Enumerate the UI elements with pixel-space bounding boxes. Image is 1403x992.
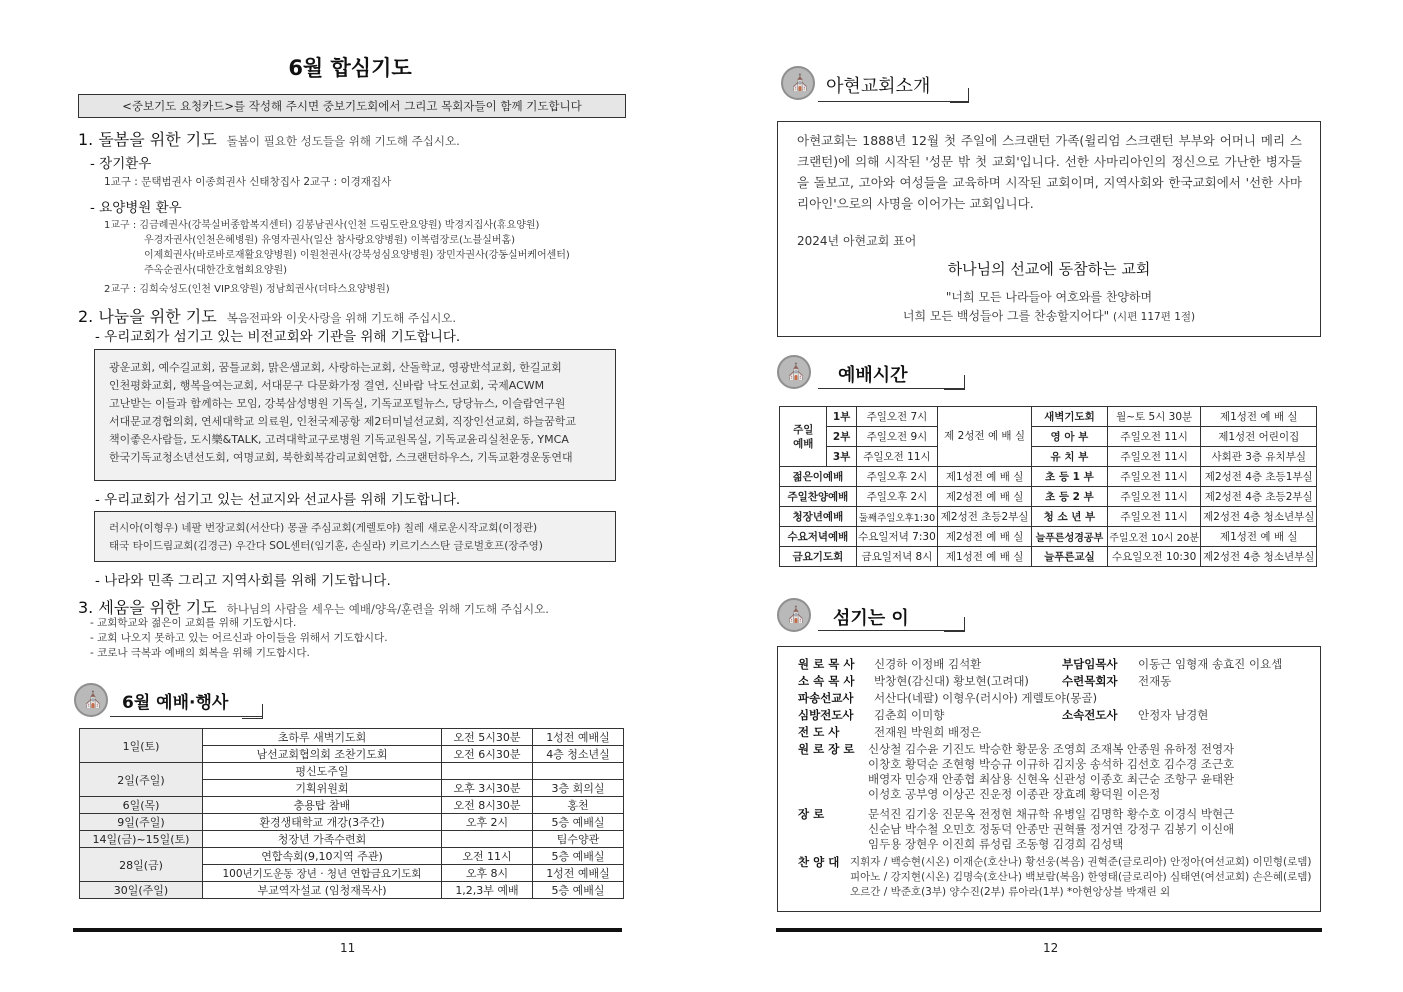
section-sharing-desc: 복음전파와 이웃사랑을 위해 기도해 주십시오. [226,311,457,325]
worship-name: 초 등 1 부 [1032,467,1108,487]
church-emblem-icon [777,598,811,632]
worship-time: 주일오전 11시 [1107,507,1201,527]
missionary-line: 태국 타이드림교회(김경근) 우간다 SOL센터(임기훈, 손실라) 키르기스스탄 글로벌호프(장주영) [109,540,543,552]
worship-name: 금요기도회 [780,547,857,567]
staff-label: 부담임목사 [1062,657,1118,671]
verse-text: 너희 모든 백성들아 그를 찬송할지어다" [902,309,1110,323]
staff-label: 찬 양 대 [798,855,840,869]
elders-list [868,742,1234,802]
worship-name: 수요저녁예배 [780,527,857,547]
name-line: 이성호 공부영 이상곤 진운정 이종관 장효례 황덕원 이은정 [868,787,1161,801]
event-name: 충용탑 참배 [203,797,442,814]
event-time: 오전 6시30분 [442,746,533,763]
verse-line: "너희 모든 나라들아 여호와를 찬양하며 [945,290,1153,304]
worship-name: 청장년예배 [780,507,857,527]
event-day: 2일(주일) [80,763,203,797]
staff-names: 전재원 박원희 배정은 [874,725,982,739]
worship-time: 수요일저녁 7:30 [856,527,937,547]
nursing-line: 1교구 : 김금례권사(강북실버종합복지센터) 김봉남권사(인천 드림도란요양원) 박경지집사(휴요양원) [104,220,540,231]
event-day: 30일(주일) [80,882,203,899]
church-emblem-icon [74,683,108,717]
verse-ref: (시편 117편 1절) [1112,311,1196,323]
vision-line: 서대문교경협의회, 연세대학교 의료원, 인천국제공항 제2터미널선교회, 직장인선교회, 하늘꿈학교 [109,415,577,428]
missionary-line: 러시아(이형우) 네팔 번장교회(서산다) 몽골 주심교회(게렐토야) 칠레 새로운시작교회(이정관) [109,522,538,534]
intro-text: 아현교회는 1888년 12월 첫 주일에 스크랜턴 가족(윌리엄 스크랜턴 부부와 어머니 메리 스크랜턴)에 의해 시작된 '성문 밖 첫 교회'입니다. 선한 사마리아인의 정신으로 가난한 병자들을 돌보고, 고아와 여성들을 교육하며 시작된 교회이며, 지역사회와 한국교회에서 '선한 사마리아인'으로의 사명을 이어가는 교회입니다. [797,133,1302,211]
worship-header: 예배시간 [838,365,908,386]
event-day: 6일(목) [80,797,203,814]
motto-label: 2024년 아현교회 표어 [797,234,917,248]
staff-row [1062,657,1282,672]
worship-name: 새벽기도회 [1032,407,1108,427]
staff-row [798,657,981,672]
event-place: 5층 예배실 [533,814,624,831]
section-care [78,127,460,150]
event-time: 오전 8시30분 [442,797,533,814]
worship-name: 주일찬양예배 [780,487,857,507]
staff-label: 심방전도사 [798,708,854,722]
table-row [780,407,1317,427]
vision-line: 광운교회, 예수길교회, 꿈틀교회, 맑은샘교회, 사랑하는교회, 산돌학교, 영광반석교회, 한길교회 [109,361,562,374]
verse-line [778,307,1320,324]
worship-place: 제2성전 예 배 실 [938,527,1032,547]
event-name: 기획위원회 [203,780,442,797]
event-name: 청장년 가족수련회 [203,831,442,848]
table-row [780,427,1317,447]
section-sharing [78,304,456,327]
worship-place: 제2성전 4층 초등2부실 [1201,487,1317,507]
worship-place: 제 2성전 예 배 실 [938,407,1032,467]
staff-label: 소 속 목 사 [798,674,855,688]
events-header: 6월 예배·행사 [122,693,229,713]
event-place: 홍천 [533,797,624,814]
church-emblem-icon [781,66,815,100]
staff-label: 수련목회자 [1062,674,1118,688]
table-row [80,882,624,899]
worship-place: 제1성전 어린이집 [1201,427,1317,447]
worship-part: 1부 [827,407,856,427]
events-table [79,728,624,899]
header-underline [110,716,262,717]
event-time: 오후 2시 [442,814,533,831]
table-row [80,763,624,780]
vision-churches-heading: - 우리교회가 섬기고 있는 비전교회와 기관을 위해 기도합니다. [95,329,461,345]
table-row [780,547,1317,567]
nursing-line: 주옥순권사(대한간호협회요양원) [144,265,288,276]
staff-row [1062,708,1208,723]
worship-place: 제2성전 4층 청소년부실 [1201,507,1317,527]
vision-line: 책이좋은사람들, 도시樂&TALK, 고려대학교구로병원 기독교원목실, 기독교윤리실천운동, YMCA [109,433,569,446]
building-prayer-list [90,616,388,661]
nation-prayer-heading: - 나라와 민족 그리고 지역사회를 위해 기도합니다. [95,573,391,589]
worship-part: 3부 [827,447,856,467]
section-building-heading: 3. 세움을 위한 기도 [78,598,217,617]
event-name: 부교역자설교 (임청재목사) [203,882,442,899]
event-time [442,763,533,780]
name-line: 임두용 장현우 이진희 류성림 조동형 김경희 김성택 [868,837,1124,851]
staff-names: 신경하 이정배 김석환 [874,657,982,671]
staff-names: 박창현(감신대) 황보현(고려대) [874,674,1029,688]
event-day: 1일(토) [80,729,203,763]
table-row [780,487,1317,507]
worship-time: 수요일오전 10:30 [1107,547,1201,567]
name-line: 이창호 황덕순 조현형 박승규 이규하 김지웅 송석하 김선호 김수경 조근호 [868,757,1235,771]
page-number: 12 [1043,941,1059,955]
worship-name: 청 소 년 부 [1032,507,1108,527]
worship-name: 젊은이예배 [780,467,857,487]
worship-time: 주일오전 11시 [1107,487,1201,507]
vision-line: 인천평화교회, 행복을여는교회, 서대문구 다문화가정 결연, 신바람 낙도선교회, 국제ACWM [109,379,545,392]
worship-time: 주일오전 7시 [856,407,937,427]
staff-label: 장 로 [798,807,825,821]
worship-name: 늘푸른교실 [1032,547,1108,567]
list-item: - 코로나 극복과 예배의 회복을 위해 기도합시다. [90,647,310,659]
staff-names: 안정자 남경현 [1138,708,1209,722]
staff-names: 김춘희 이미향 [874,708,945,722]
staff-box [777,646,1321,912]
long-term-patients-heading: - 장기환우 [90,156,152,172]
choir-list [850,855,1312,900]
nursing-hospital-list [104,218,570,297]
worship-time: 주일오후 2시 [856,467,937,487]
section-building-desc: 하나님의 사람을 세우는 예배/양육/훈련을 위해 기도해 주십시오. [226,602,549,616]
worship-place: 제2성전 초등2부실 [938,507,1032,527]
worship-time: 둘째주일오후1:30 [856,507,937,527]
choir-row [798,855,1312,900]
staff-label: 소속전도사 [1062,708,1118,722]
list-item: - 교회학교와 젊은이 교회를 위해 기도합시다. [90,617,297,629]
worship-name: 유 치 부 [1032,447,1108,467]
event-name: 평신도주일 [203,763,442,780]
worship-place: 제1성전 예 배 실 [938,547,1032,567]
event-time: 1,2,3부 예배 [442,882,533,899]
intro-header: 아현교회소개 [826,76,931,97]
header-underline [818,388,964,389]
staff-label: 전 도 사 [798,725,840,739]
event-name: 환경생태학교 개강(3주간) [203,814,442,831]
nursing-line: 이제희권사(바로바로재활요양병원) 이원천권사(강북성심요양병원) 장민자권사(강동실버케어센터) [144,250,570,261]
jangro-list [868,807,1234,852]
list-item: - 교회 나오지 못하고 있는 어르신과 아이들을 위해서 기도합시다. [90,632,388,644]
intro-box [777,121,1321,337]
name-line: 피아노 / 강지현(시온) 김명숙(호산나) 백보람(복음) 한영태(글로리아) 심태연(여선교회) 손은혜(로뎀) [850,871,1312,883]
event-place: 1성전 예배실 [533,865,624,882]
worship-name: 영 아 부 [1032,427,1108,447]
event-day: 9일(주일) [80,814,203,831]
table-row [80,797,624,814]
header-underline [818,101,968,102]
worship-time: 주일오전 9시 [856,427,937,447]
staff-label: 원 로 목 사 [798,657,855,671]
event-name: 연합속회(9,10지역 주관) [203,848,442,865]
event-time: 오후 3시30분 [442,780,533,797]
table-row [80,729,624,746]
jangro-row [798,807,1234,852]
staff-row [798,708,944,723]
event-place [533,763,624,780]
vision-line: 고난받는 이들과 함께하는 모임, 강북삼성병원 기독실, 기독교포털뉴스, 당당뉴스, 이슬람연구원 [109,397,566,410]
table-row [80,814,624,831]
table-row [780,467,1317,487]
nursing-line: 2교구 : 김희숙성도(인천 VIP요양원) 정남희권사(더타스요양병원) [104,284,390,295]
name-line: 신상철 김수윤 기진도 박승한 황문웅 조영희 조재복 안종원 유하정 전영자 [868,742,1235,756]
staff-header: 섬기는 이 [833,608,909,629]
elders-row [798,742,1234,802]
event-time [442,831,533,848]
worship-time: 주일오전 11시 [856,447,937,467]
worship-name: 주일 예배 [780,407,827,467]
event-day: 14일(금)~15일(토) [80,831,203,848]
event-day: 28일(금) [80,848,203,882]
motto: 하나님의 선교에 동참하는 교회 [947,260,1151,278]
footer-bar [73,928,622,932]
worship-name: 늘푸른성경공부 [1032,527,1108,547]
staff-row [798,725,981,740]
worship-place: 제2성전 4층 초등1부실 [1201,467,1317,487]
long-term-patients-list: 1교구 : 문택범권사 이종희권사 신태창집사 2교구 : 이경재집사 [104,176,392,188]
event-time: 오전 5시30분 [442,729,533,746]
event-name: 초하루 새벽기도회 [203,729,442,746]
staff-names: 서산다(네팔) 이형우(러시아) 게렐토야(몽골) [874,691,1098,705]
church-emblem-icon [777,355,811,389]
name-line: 오르간 / 박준호(3부) 양수진(2부) 류아라(1부) *아현앙상블 박재린 외 [850,886,1171,898]
worship-time: 금요일저녁 8시 [856,547,937,567]
section-care-heading: 1. 돌봄을 위한 기도 [78,130,217,149]
section-care-desc: 돌봄이 필요한 성도들을 위해 기도해 주십시오. [226,134,460,148]
staff-row [1062,674,1171,689]
page-number: 11 [340,941,356,955]
event-place: 5층 예배실 [533,848,624,865]
worship-name: 초 등 2 부 [1032,487,1108,507]
worship-place: 사회관 3층 유치부실 [1201,447,1317,467]
staff-row [798,691,1097,706]
worship-table [779,406,1317,567]
event-place: 3층 회의실 [533,780,624,797]
event-time: 오전 11시 [442,848,533,865]
event-place: 1성전 예배실 [533,729,624,746]
table-row [780,507,1317,527]
staff-names: 전재동 [1138,674,1172,688]
name-line: 문석진 김기웅 진문옥 전정현 채규학 유병일 김명학 황수호 이경식 박현근 [868,807,1235,821]
table-row [80,831,624,848]
missionaries-box [94,511,616,562]
worship-place: 제2성전 예 배 실 [938,487,1032,507]
section-building [78,595,549,618]
worship-part: 2부 [827,427,856,447]
missionaries-heading: - 우리교회가 섬기고 있는 선교지와 선교사를 위해 기도합니다. [95,492,461,508]
event-place: 5층 예배실 [533,882,624,899]
staff-label: 원 로 장 로 [798,742,855,756]
name-line: 지휘자 / 백승현(시온) 이재순(호산나) 황선웅(복음) 권혁준(글로리아) 안정아(여선교회) 이민형(로뎀) [850,856,1312,868]
staff-label: 파송선교사 [798,691,854,705]
vision-churches-box [94,349,616,481]
event-time: 오후 8시 [442,865,533,882]
worship-time: 주일오전 11시 [1107,427,1201,447]
worship-time: 주일오전 11시 [1107,447,1201,467]
worship-place: 제2성전 4층 청소년부실 [1201,547,1317,567]
vision-line: 한국기독교청소년선도회, 여명교회, 북한회복감리교회연합, 스크랜턴하우스, 기독교환경운동연대 [109,451,573,464]
nursing-line: 우경자권사(인천은혜병원) 유영자권사(일산 참사랑요양병원) 이복렴장로(노블실버홈) [144,235,516,246]
worship-time: 주일오전 10시 20분 [1107,527,1201,547]
worship-time: 주일오후 2시 [856,487,937,507]
name-line: 배영자 민승재 안종협 최삼용 신현옥 신관성 이종호 최근순 조항구 윤태완 [868,772,1235,786]
worship-place: 제1성전 예 배 실 [1201,527,1317,547]
worship-place: 제1성전 예 배 실 [938,467,1032,487]
worship-time: 주일오전 11시 [1107,467,1201,487]
page-title: 6월 합심기도 [288,56,412,80]
staff-names: 이동근 임형재 송효진 이요셉 [1138,657,1283,671]
event-name: 남선교회협의회 조찬기도회 [203,746,442,763]
worship-time: 월~토 5시 30분 [1107,407,1201,427]
section-sharing-heading: 2. 나눔을 위한 기도 [78,307,217,326]
nursing-hospital-heading: - 요양병원 환우 [90,200,182,216]
prayer-card-notice: <중보기도 요청카드>를 작성해 주시면 중보기도회에서 그리고 목회자들이 함께 기도합니다 [78,94,626,118]
name-line: 신순남 박수철 오민호 정동덕 안종만 권혁률 정거연 강정구 김봉기 이신애 [868,822,1235,836]
table-row [80,848,624,865]
worship-place: 제1성전 예 배 실 [1201,407,1317,427]
table-row [780,447,1317,467]
header-underline [818,630,964,631]
table-row [780,527,1317,547]
staff-row [798,674,1029,689]
event-place: 4층 청소년실 [533,746,624,763]
footer-bar [776,928,1322,932]
event-place: 팀수양관 [533,831,624,848]
event-name: 100년기도운동 장년 · 청년 연합금요기도회 [203,865,442,882]
